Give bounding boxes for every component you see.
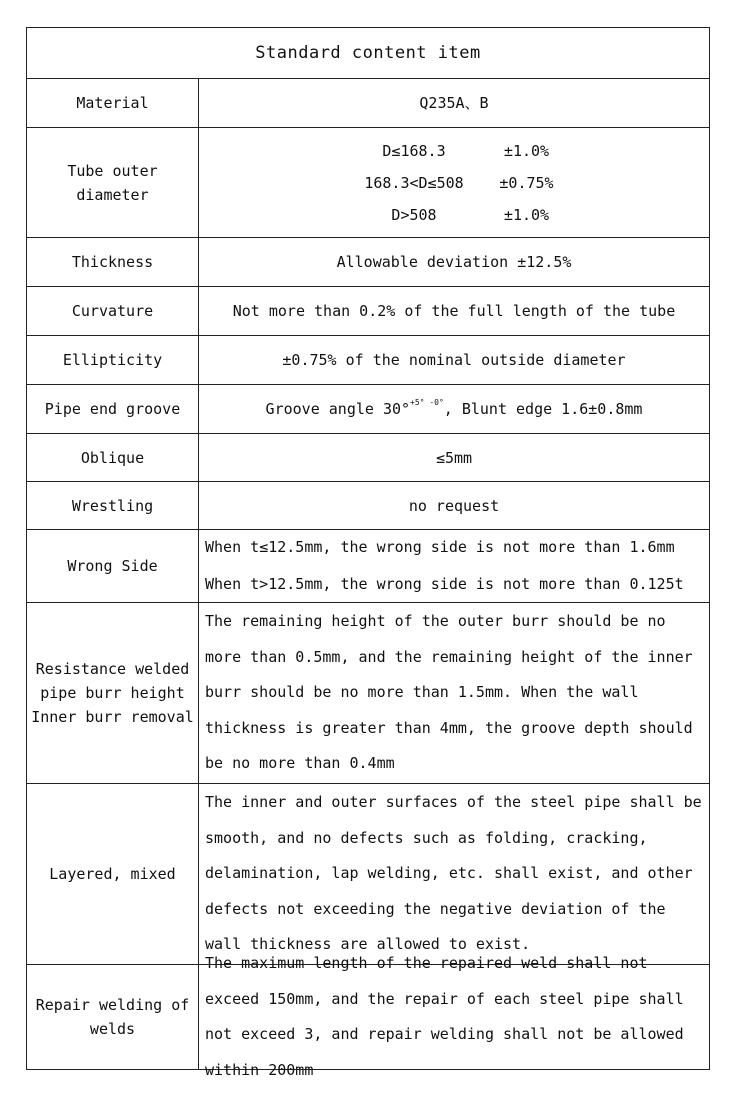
table-row-ellipticity (27, 335, 709, 384)
diameter-range: D≤168.3 (382, 141, 446, 160)
diameter-tolerance: ±1.0% (503, 205, 550, 224)
table-header-row (27, 28, 709, 78)
table-row-burr (27, 602, 709, 783)
table-row-oblique (27, 433, 709, 481)
diameter-range: 168.3<D≤508 (364, 173, 464, 192)
row-value (199, 385, 709, 433)
layered-text: The inner and outer surfaces of the steel pipe shall be smooth, and no defects such as folding, cracking, delamination, lap welding, etc. shall exist, and other defects not exceeding the negative deviation of the wall thickness are allowed to exist. (205, 793, 702, 954)
groove-angle: Groove angle 30° (265, 400, 411, 418)
table-row-material (27, 78, 709, 127)
row-label: Layered, mixed (27, 784, 199, 964)
diameter-tolerance: ±0.75% (499, 173, 554, 192)
row-value (199, 530, 709, 602)
row-value: no request (408, 496, 500, 515)
row-label: Wrestling (27, 482, 199, 529)
row-value: ≤5mm (435, 448, 473, 467)
table-header: Standard content item (255, 43, 481, 63)
diameter-tolerance-list (342, 139, 567, 227)
row-label: Thickness (27, 238, 199, 286)
standards-table (26, 27, 710, 1079)
row-label: Tube outer diameter (27, 128, 199, 237)
row-label: Curvature (27, 287, 199, 335)
wrong-side-line: When t>12.5mm, the wrong side is not more than 0.125t (205, 575, 684, 593)
diameter-tolerance: ±1.0% (503, 141, 550, 160)
row-value (199, 128, 709, 237)
wrong-side-line: When t≤12.5mm, the wrong side is not more than 1.6mm (205, 538, 675, 556)
wrong-side-text (205, 529, 684, 603)
row-label: Pipe end groove (27, 385, 199, 433)
row-label: Ellipticity (27, 336, 199, 384)
row-label: Material (27, 79, 199, 127)
table-row-thickness (27, 237, 709, 286)
table-row-wrestling (27, 481, 709, 529)
row-value (199, 603, 709, 783)
row-value: Q235A、B (419, 94, 489, 112)
table-row-diameter (27, 127, 709, 237)
groove-angle-tolerance: +5° -0° (410, 398, 444, 407)
repair-text: The maximum length of the repaired weld shall not exceed 150mm, and the repair of each steel pipe shall not exceed 3, and repair welding shall not be allowed within 200mm (205, 954, 684, 1079)
row-value (199, 784, 709, 964)
table-row-curvature (27, 286, 709, 335)
table-row-groove (27, 384, 709, 433)
blunt-edge: , Blunt edge 1.6±0.8mm (443, 400, 643, 418)
row-label: Oblique (27, 434, 199, 481)
row-value: ±0.75% of the nominal outside diameter (282, 351, 626, 369)
row-value: Not more than 0.2% of the full length of the tube (232, 302, 676, 320)
row-label: Resistance welded pipe burr height Inner burr removal (27, 603, 199, 783)
row-label: Wrong Side (27, 530, 199, 602)
diameter-range: D>508 (391, 205, 437, 224)
row-value: Allowable deviation ±12.5% (336, 253, 572, 271)
table-row-repair (27, 954, 709, 1079)
row-value (199, 954, 709, 1079)
burr-text: The remaining height of the outer burr should be no more than 0.5mm, and the remaining height of the inner burr should be no more than 1.5mm. When the wall thickness is greater than 4mm, the groove depth should be no more than 0.4mm (205, 612, 693, 773)
table-row-layered (27, 783, 709, 964)
row-label: Repair welding of welds (27, 965, 199, 1069)
table-row-wrong-side (27, 529, 709, 602)
